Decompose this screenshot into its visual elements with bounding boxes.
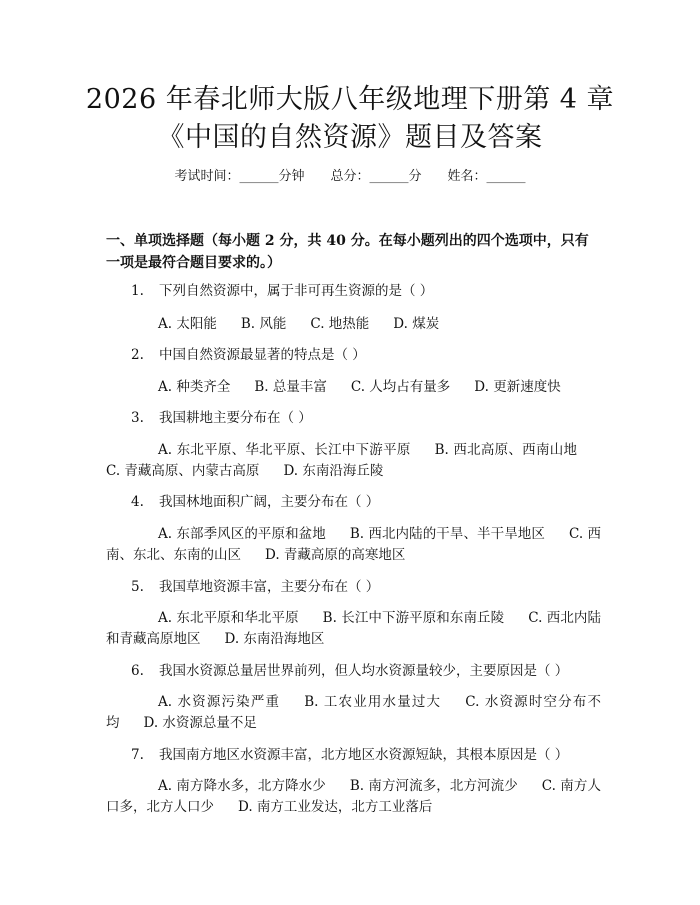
option-b: B. 风能 bbox=[240, 316, 287, 332]
option-d: D. 东南沿海丘陵 bbox=[283, 463, 384, 479]
option-c: C. 人均占有量多 bbox=[350, 379, 451, 395]
question-number: 2. bbox=[131, 347, 144, 363]
question-text: 我国南方地区水资源丰富，北方地区水资源短缺，其根本原因是（ ） bbox=[159, 747, 569, 763]
question-stem bbox=[131, 281, 433, 301]
question-stem bbox=[131, 745, 568, 765]
option-a: A. 水资源污染严重 bbox=[158, 694, 281, 710]
option-c: C. 青藏高原、内蒙古高原 bbox=[106, 463, 260, 479]
option-c: C. 地热能 bbox=[310, 316, 370, 332]
total-score-field: 总分：______分 bbox=[330, 169, 422, 184]
option-b: B. 南方河流多，北方河流少 bbox=[349, 778, 518, 794]
question-number: 5. bbox=[131, 579, 144, 595]
exam-time-field: 考试时间：______分钟 bbox=[174, 169, 305, 184]
question-number: 1. bbox=[131, 283, 144, 299]
question-number: 3. bbox=[131, 410, 144, 426]
question-options bbox=[106, 440, 601, 482]
question-number: 7. bbox=[131, 747, 144, 763]
question-text: 我国水资源总量居世界前列，但人均水资源量较少，主要原因是（ ） bbox=[159, 663, 569, 679]
question-options bbox=[106, 692, 601, 734]
exam-info-line bbox=[0, 168, 700, 186]
student-name-field: 姓名：______ bbox=[447, 169, 526, 184]
question-number: 6. bbox=[131, 663, 144, 679]
option-c: C. 水资源时空分布不均 bbox=[106, 694, 601, 731]
question-options bbox=[106, 314, 601, 335]
option-d: D. 青藏高原的高寒地区 bbox=[265, 547, 406, 563]
question-stem bbox=[131, 345, 366, 365]
option-b: B. 总量丰富 bbox=[254, 379, 327, 395]
option-d: D. 水资源总量不足 bbox=[143, 715, 257, 731]
question-options bbox=[106, 377, 601, 398]
option-c: C. 西北内陆和青藏高原地区 bbox=[106, 610, 601, 647]
option-a: A. 东北平原、华北平原、长江中下游平原 bbox=[158, 442, 411, 458]
question-options bbox=[106, 776, 601, 818]
option-a: A. 东部季风区的平原和盆地 bbox=[158, 526, 326, 542]
question-stem bbox=[131, 661, 568, 681]
option-a: A. 南方降水多，北方降水少 bbox=[158, 778, 326, 794]
option-d: D. 更新速度快 bbox=[474, 379, 561, 395]
question-options bbox=[106, 524, 601, 566]
option-b: B. 西北内陆的干旱、半干旱地区 bbox=[349, 526, 545, 542]
question-text: 我国耕地主要分布在（ ） bbox=[159, 410, 312, 426]
option-d: D. 东南沿海地区 bbox=[224, 631, 325, 647]
option-c: C. 西南、东北、东南的山区 bbox=[106, 526, 601, 563]
option-d: D. 南方工业发达，北方工业落后 bbox=[238, 799, 433, 815]
question-text: 下列自然资源中，属于非可再生资源的是（ ） bbox=[159, 283, 434, 299]
option-d: D. 煤炭 bbox=[393, 316, 440, 332]
option-c: C. 南方人口多，北方人口少 bbox=[106, 778, 601, 815]
section-heading: 一、单项选择题（每小题 2 分，共 40 分。在每小题列出的四个选项中，只有一项是最符合题目要求的。） bbox=[106, 233, 589, 271]
question-text: 我国林地面积广阔，主要分布在（ ） bbox=[159, 494, 380, 510]
question-stem bbox=[131, 577, 379, 597]
document-title-line-2: 《中国的自然资源》题目及答案 bbox=[157, 122, 543, 153]
question-stem bbox=[131, 408, 312, 428]
question-text: 我国草地资源丰富，主要分布在（ ） bbox=[159, 579, 380, 595]
option-a: A. 太阳能 bbox=[158, 316, 217, 332]
question-number: 4. bbox=[131, 494, 144, 510]
question-stem bbox=[131, 492, 379, 512]
option-a: A. 种类齐全 bbox=[158, 379, 231, 395]
option-a: A. 东北平原和华北平原 bbox=[158, 610, 299, 626]
question-options bbox=[106, 608, 601, 650]
document-title-line-1: 2026 年春北师大版八年级地理下册第 4 章 bbox=[85, 84, 615, 115]
option-b: B. 工农业用水量过大 bbox=[304, 694, 442, 710]
option-b: B. 西北高原、西南山地 bbox=[434, 442, 577, 458]
question-text: 中国自然资源最显著的特点是（ ） bbox=[159, 347, 366, 363]
option-b: B. 长江中下游平原和东南丘陵 bbox=[322, 610, 505, 626]
